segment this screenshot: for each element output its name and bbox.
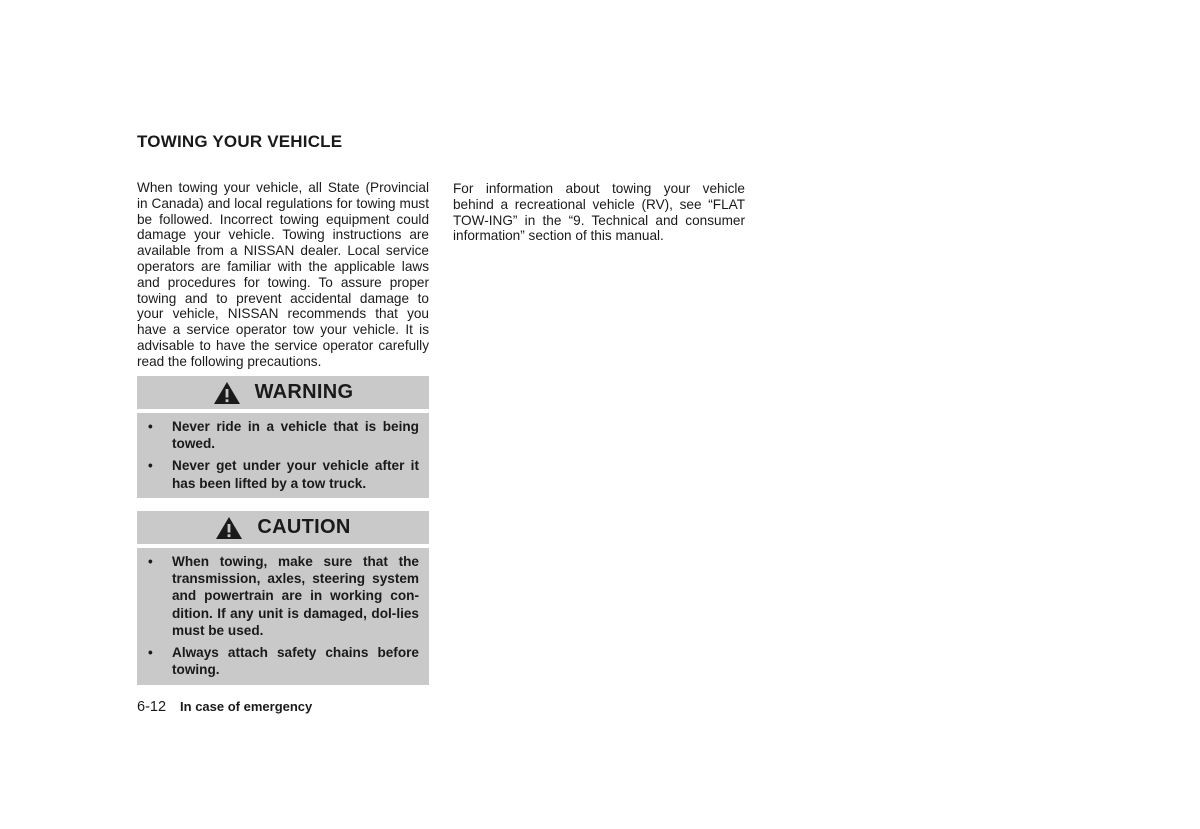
caution-item: • When towing, make sure that the transmission, axles, steering system and powertrain are in working con-dition. If any unit is damaged, dol-lies must be used. [148, 554, 419, 638]
caution-title: CAUTION [257, 516, 351, 538]
bullet: • [148, 419, 153, 434]
section-title: In case of emergency [180, 699, 313, 714]
rv-towing-paragraph: For information about towing your vehicle behind a recreational vehicle (RV), see “FLAT TOW-ING” in the “9. Technical and consumer information” section of this manual. [453, 181, 745, 244]
page-number: 6-12 [137, 699, 167, 715]
caution-box-header [137, 511, 429, 544]
warning-box-body [137, 413, 429, 498]
intro-paragraph: When towing your vehicle, all State (Provincial in Canada) and local regulations for towing must be followed. Incorrect towing equipment could damage your vehicle. Towing instructions are available from a NISSAN dealer. Local service operators are familiar with the applicable laws and procedures for towing. To assure proper towing and to prevent accidental damage to your vehicle, NISSAN recommends that you have a service operator tow your vehicle. It is advisable to have the service operator carefully read the following precautions. [137, 180, 429, 369]
warning-title: WARNING [254, 381, 354, 403]
caution-box-body [137, 548, 429, 685]
page-footer [137, 699, 312, 715]
warning-box-header [137, 376, 429, 409]
warning-triangle-icon [213, 381, 241, 405]
warning-item: • Never get under your vehicle after it has been lifted by a tow truck. [148, 458, 419, 491]
caution-item: • Always attach safety chains before towing. [148, 645, 419, 678]
warning-triangle-icon [215, 516, 243, 540]
bullet: • [148, 458, 153, 474]
warning-item: • Never ride in a vehicle that is being towed. [148, 419, 419, 452]
page-title: TOWING YOUR VEHICLE [137, 132, 343, 151]
bullet: • [148, 645, 153, 661]
bullet: • [148, 554, 153, 569]
